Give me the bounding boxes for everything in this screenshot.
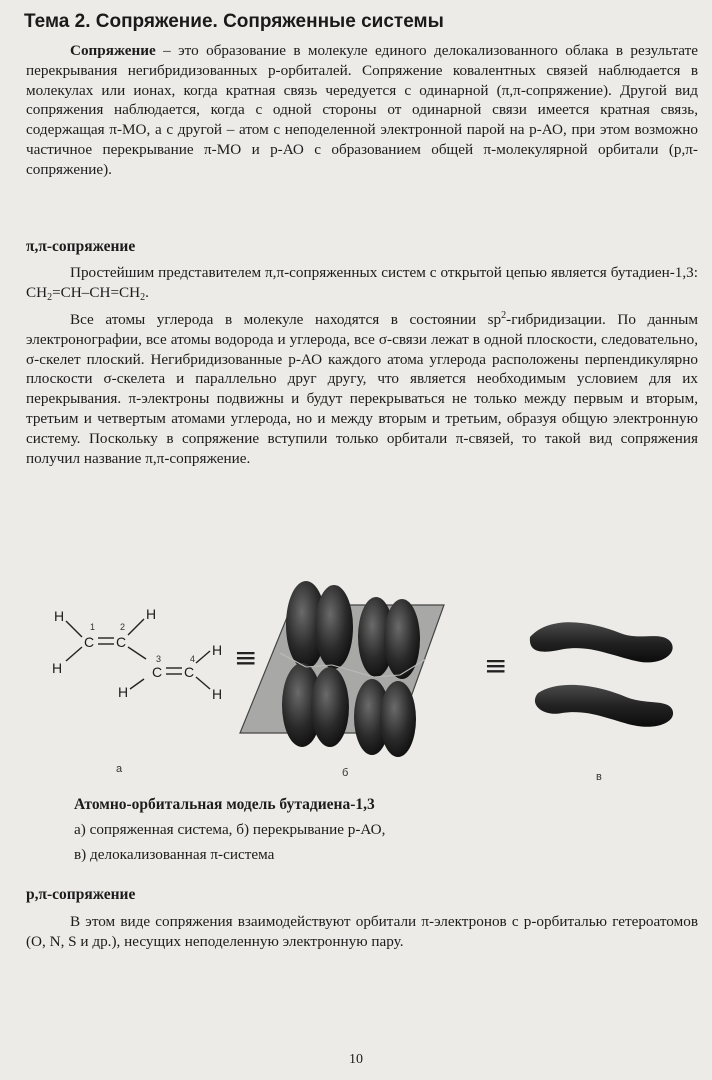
atom-c2: C bbox=[116, 634, 127, 650]
butadiene-formula: $CH_2=CH-CH=CH_2$. bbox=[26, 283, 149, 303]
section-heading-pi-pi: π,π-сопряжение bbox=[26, 238, 136, 255]
figure-label-a: а bbox=[116, 763, 123, 775]
atom-c3: C bbox=[152, 664, 163, 680]
hybridization-paragraph: Все атомы углерода в молекуле находятся в состоянии $sp^2$-гибридизации. По данным электронографии, все атомы водорода и углерода, все σ-связи лежат в одной плоскости, следовательно, σ-скелет плоский. Негибридизованные р-АО каждого атома углерода расположены перпендикулярно плоскости σ-скелета и параллельно друг другу, что является необходимым условием для их перекрывания. π-электроны подвижны и будут перекрываться не только между первым и вторым, третьим и четвертым атомами углерода, но и между вторым и третьим, образуя общую электронную систему. Поскольку в сопряжение вступили только орбитали π-связей, то такой вид сопряжения получил название π,π-сопряжение. bbox=[26, 310, 698, 467]
carbon-number-4: 4 bbox=[190, 654, 196, 664]
figure-label-v: в bbox=[596, 771, 602, 783]
atom-h: H bbox=[118, 684, 129, 700]
delocalized-pi-system-c bbox=[530, 622, 673, 727]
p-pi-paragraph: В этом виде сопряжения взаимодействуют орбитали π-электронов с р-орбиталью гетероатомов (O, N, S и др.), несущих неподеленную электронную пару. bbox=[26, 913, 698, 950]
figure-caption-line-1: а) сопряженная система, б) перекрывание р-АО, bbox=[74, 821, 386, 838]
figure-caption-title: Атомно-орбитальная модель бутадиена-1,3 bbox=[74, 796, 375, 813]
carbon-number-2: 2 bbox=[120, 622, 126, 632]
page-title: Тема 2. Сопряжение. Сопряженные системы bbox=[24, 11, 444, 32]
orbital-model-illustration bbox=[30, 575, 690, 795]
intro-term: Сопряжение bbox=[70, 42, 156, 59]
section-heading-p-pi: р,π-сопряжение bbox=[26, 886, 136, 903]
butadiene-intro-text: Простейшим представителем π,π-сопряженных систем с открытой цепью является бутадиен-1,3: bbox=[70, 264, 698, 281]
figure-label-b: б bbox=[342, 767, 349, 779]
carbon-number-1: 1 bbox=[90, 622, 96, 632]
p-orbital-overlap-b bbox=[240, 581, 444, 757]
equivalence-symbol: ≡ bbox=[234, 641, 258, 674]
atom-h: H bbox=[212, 686, 223, 702]
butadiene-orbital-figure bbox=[30, 575, 690, 795]
intro-paragraph bbox=[26, 41, 698, 180]
atom-h: H bbox=[54, 608, 65, 624]
atom-h: H bbox=[212, 642, 223, 658]
carbon-number-3: 3 bbox=[156, 654, 162, 664]
butadiene-paragraph bbox=[26, 263, 698, 303]
equivalence-symbol: ≡ bbox=[484, 649, 508, 682]
atom-h: H bbox=[146, 606, 157, 622]
page-number: 10 bbox=[349, 1052, 363, 1067]
atom-c1: C bbox=[84, 634, 95, 650]
atom-c4: C bbox=[184, 664, 195, 680]
intro-text: – это образование в молекуле единого делокализованного облака в результате перекрывания негибридизованных р-орбиталей. Сопряжение ковалентных связей наблюдается в молекулах или ионах, когда кратная связь чередуется с одинарной (π,π-сопряжение). Другой вид сопряжения наблюдается, когда с одной стороны от одинарной связи имеется кратная связь, содержащая π-МО, а с другой – атом с неподеленной электронной парой на р-АО, при этом возможно частичное перекрывание π-МО и р-АО с образованием общей π-молекулярной орбитали (р,π-сопряжение). bbox=[26, 42, 698, 178]
figure-caption-line-2: в) делокализованная π-система bbox=[74, 846, 275, 863]
atom-h: H bbox=[52, 660, 63, 676]
